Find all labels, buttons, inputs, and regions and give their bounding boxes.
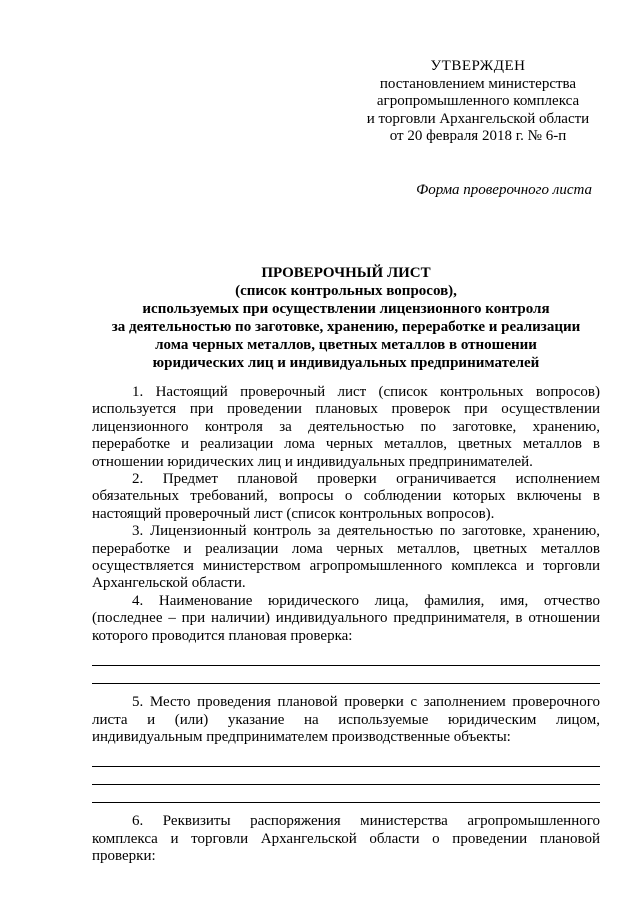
paragraph-6: 6. Реквизиты распоряжения министерства агропромышленного комплекса и торговли Архангельской области о проведении плановой проверки: bbox=[92, 813, 600, 865]
form-label: Форма проверочного листа bbox=[416, 182, 592, 198]
approval-line-2: агропромышленного комплекса bbox=[376, 93, 580, 109]
paragraph-1: 1. Настоящий проверочный лист (список контрольных вопросов) используется при проведении плановых проверок при осуществлении лицензионного контроля за деятельностью по заготовке, хранению, переработке и реализации лома черных металлов, цветных металлов в отношении юридических лиц и индивидуальных предпринимателей. bbox=[92, 384, 600, 470]
paragraph-4: 4. Наименование юридического лица, фамилия, имя, отчество (последнее – при наличии) индивидуального предпринимателя, в отношении которого проводится плановая проверка: bbox=[92, 592, 600, 644]
paragraph-2: 2. Предмет плановой проверки ограничивается исполнением обязательных требований, вопросы о соблюдении которых включены в настоящий проверочный лист (список контрольных вопросов). bbox=[92, 471, 600, 522]
title-line-3: используемых при осуществлении лицензионного контроля bbox=[142, 301, 550, 317]
fill-line bbox=[92, 649, 600, 666]
title-line-5: лома черных металлов, цветных металлов в отношении bbox=[155, 337, 537, 353]
fill-line bbox=[92, 786, 600, 803]
document-body bbox=[92, 384, 600, 866]
fill-line bbox=[92, 768, 600, 785]
fill-line bbox=[92, 750, 600, 767]
title-main: ПРОВЕРОЧНЫЙ ЛИСТ bbox=[261, 265, 431, 281]
approval-line-4: от 20 февраля 2018 г. № 6-п bbox=[389, 128, 567, 144]
fill-lines-4 bbox=[92, 649, 600, 684]
title-line-6: юридических лиц и индивидуальных предпринимателей bbox=[152, 355, 540, 371]
approval-line-3: и торговли Архангельской области bbox=[366, 110, 590, 127]
document-title bbox=[92, 264, 600, 372]
approval-heading: УТВЕРЖДЕН bbox=[430, 58, 526, 74]
paragraph-5: 5. Место проведения плановой проверки с заполнением проверочного листа и (или) указание на используемые юридическим лицом, индивидуальным предпринимателем производственные объекты: bbox=[92, 694, 600, 745]
title-line-4: за деятельностью по заготовке, хранению, переработке и реализации bbox=[111, 319, 581, 335]
paragraph-3: 3. Лицензионный контроль за деятельностью по заготовке, хранению, переработке и реализации лома черных металлов, цветных металлов осуществляется министерством агропромышленного комплекса и торговли Архангельской области. bbox=[92, 523, 600, 592]
approval-block bbox=[352, 58, 604, 146]
fill-line bbox=[92, 667, 600, 684]
title-line-2: (список контрольных вопросов), bbox=[235, 283, 457, 299]
approval-line-1: постановлением министерства bbox=[379, 75, 577, 92]
fill-lines-5 bbox=[92, 750, 600, 803]
